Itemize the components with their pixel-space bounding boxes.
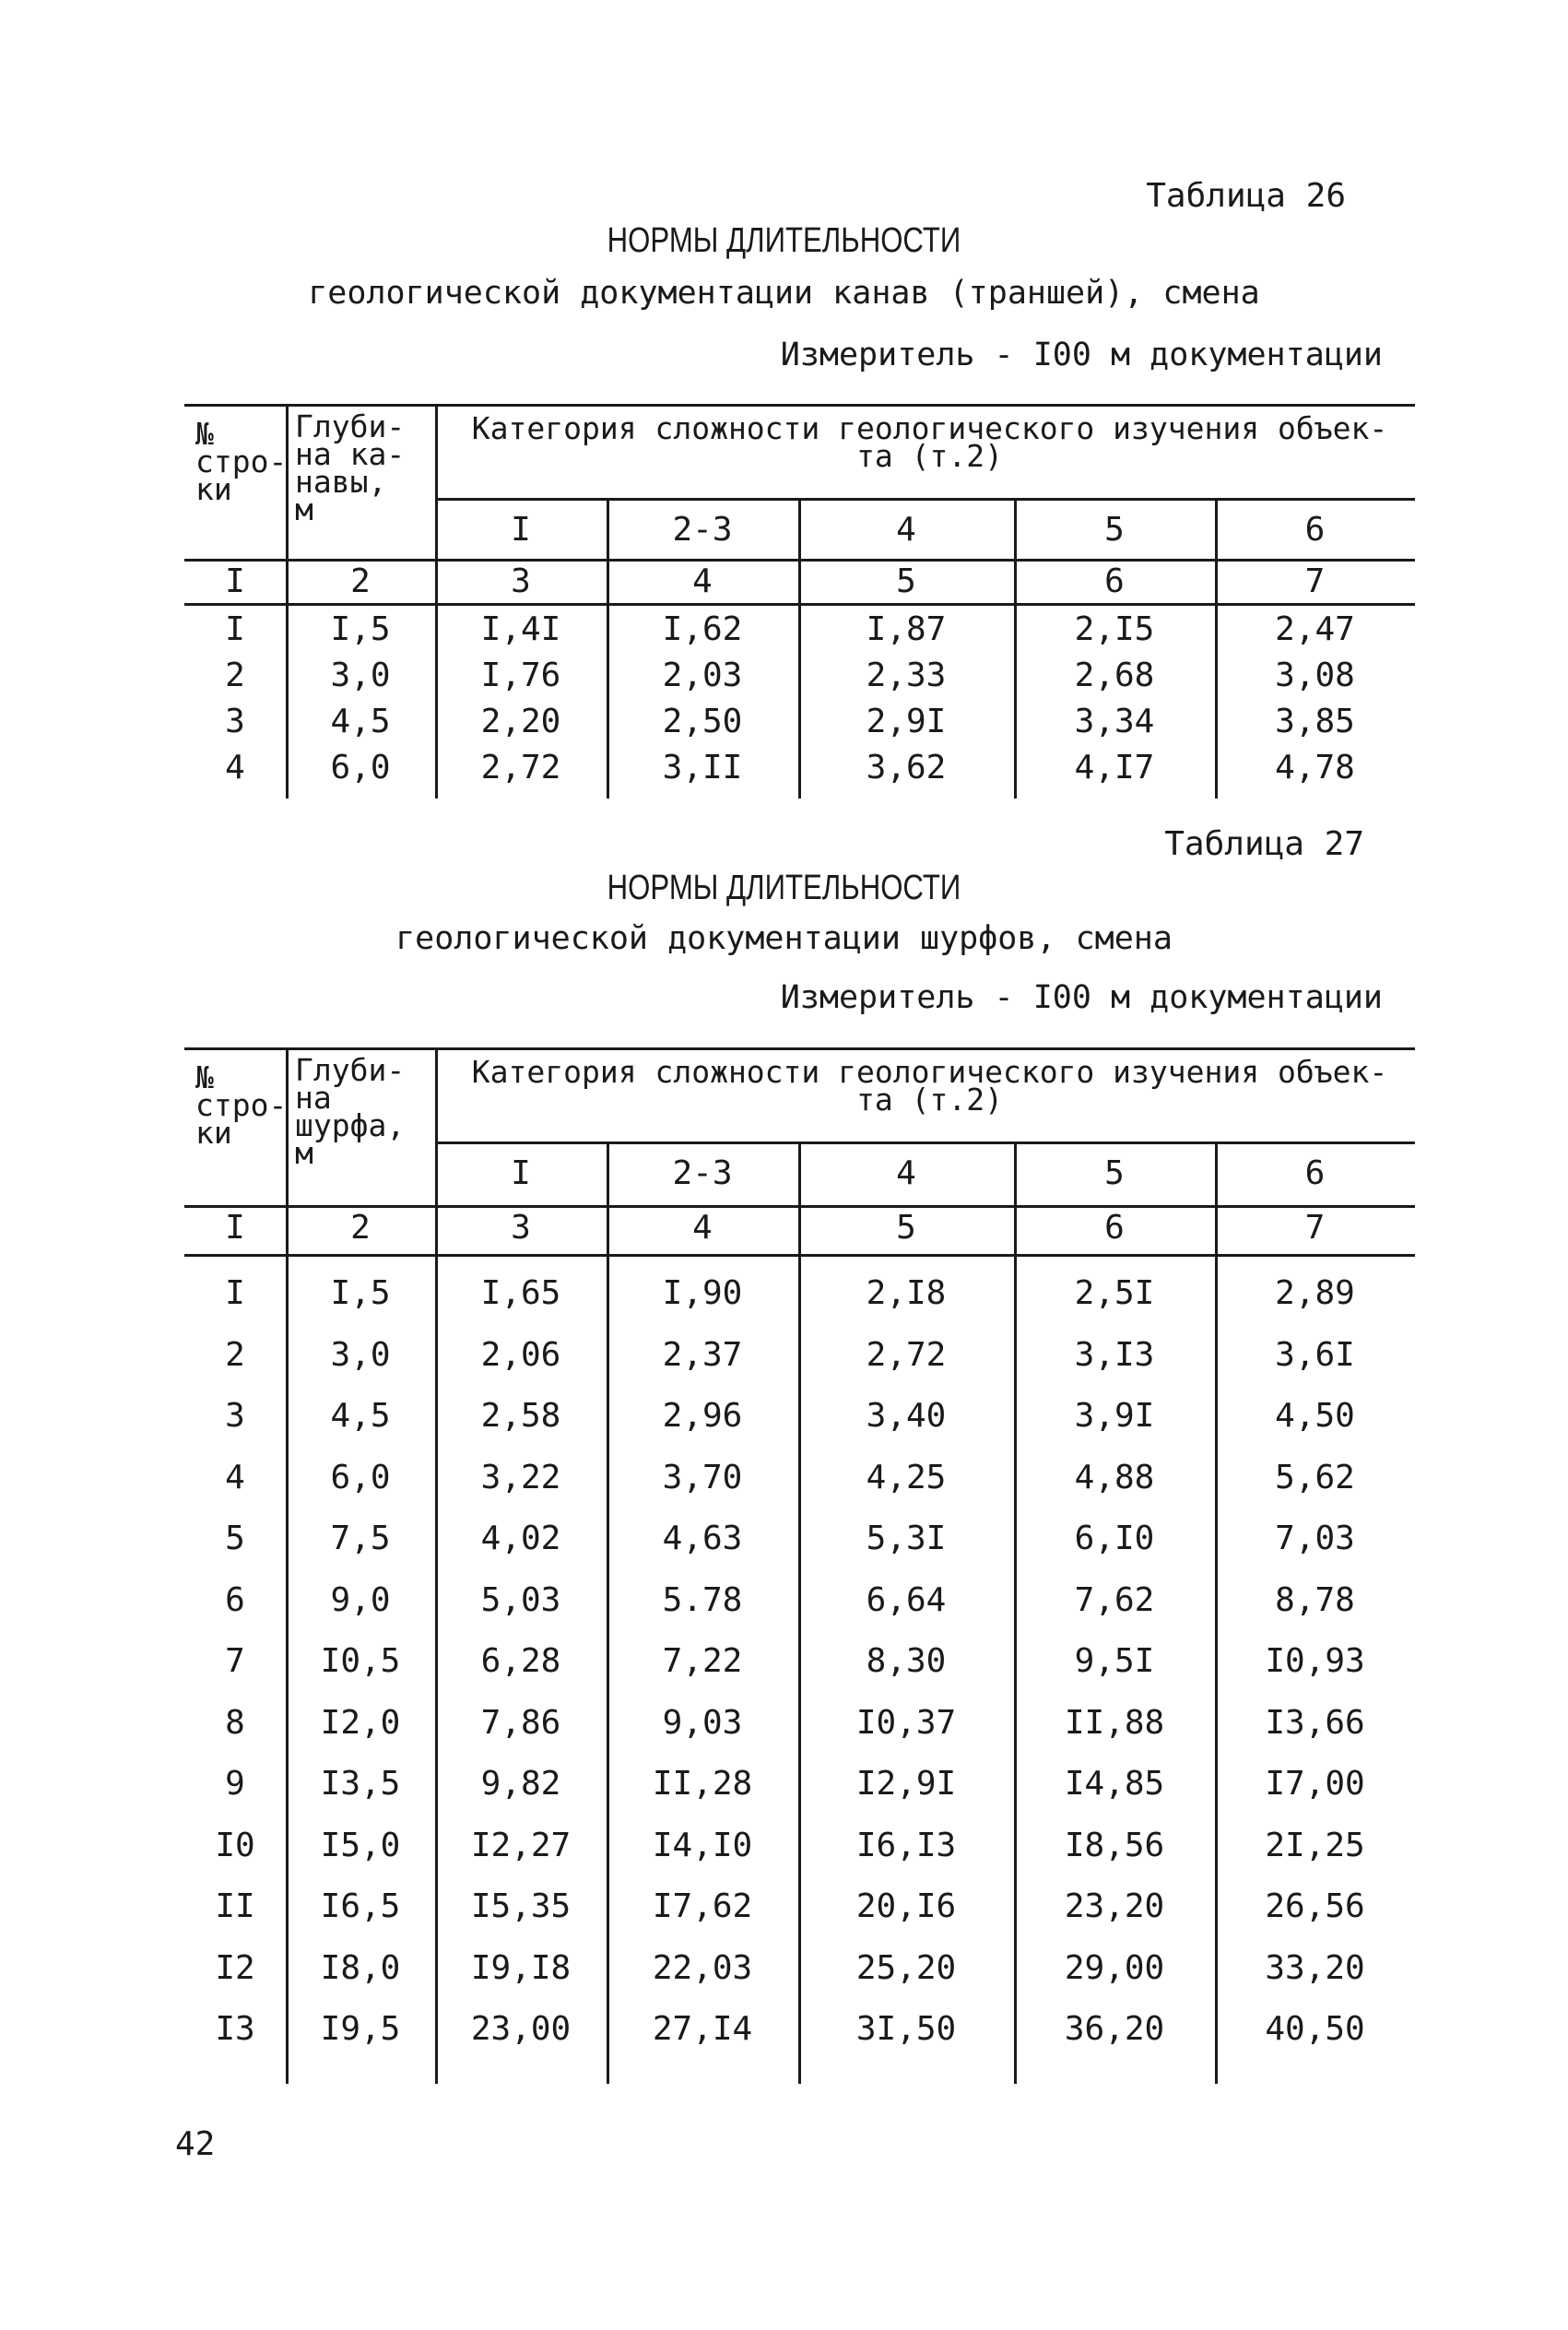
table-cell: 2,33: [866, 656, 947, 694]
table-cell: 5,3I: [866, 1520, 947, 1557]
table-cell: 4,63: [662, 1520, 743, 1557]
column-number: 2: [350, 562, 371, 600]
table-cell: 2,20: [480, 703, 561, 740]
table-cell: 2,06: [480, 1335, 561, 1374]
table-cell: I8,0: [320, 1948, 401, 1987]
table-cell: I,5: [330, 1274, 391, 1312]
category-rule: [435, 1141, 1415, 1144]
column-number: 4: [692, 1209, 713, 1247]
table-cell: II,88: [1064, 1703, 1165, 1742]
table-cell: 23,20: [1064, 1887, 1165, 1925]
column-number: 4: [692, 562, 713, 600]
table-cell: I9,I8: [470, 1948, 572, 1987]
table-cell: 3,85: [1275, 703, 1355, 740]
table-cell: 4: [225, 749, 245, 787]
category-rule: [435, 498, 1415, 501]
table-cell: 9,03: [662, 1703, 743, 1742]
table-cell: 4,78: [1275, 749, 1355, 787]
table-cell: I,5: [330, 610, 391, 648]
table-cell: I: [225, 1274, 245, 1312]
table-cell: 6,0: [330, 749, 391, 787]
table-top-rule: [184, 404, 1415, 407]
header-depth: Глуби- на шурфа, м: [295, 1052, 406, 1171]
table-cell: 2: [225, 656, 245, 694]
table-cell: 3,6I: [1275, 1335, 1355, 1374]
header-category: Категория сложности геологического изучения объек- та (т.2): [471, 1054, 1388, 1118]
header-category-2: 2-3: [672, 1154, 733, 1192]
column-number: 7: [1304, 1209, 1326, 1247]
page-number: 42: [175, 2125, 216, 2163]
table-cell: 8,30: [866, 1642, 947, 1680]
table-cell: 29,00: [1064, 1948, 1165, 1987]
column-rule: [435, 1047, 438, 2084]
column-number: 3: [511, 1209, 531, 1247]
table-cell: 2,89: [1275, 1274, 1355, 1312]
table-cell: I6,I3: [855, 1826, 957, 1864]
table-cell: I,76: [480, 656, 561, 694]
table-cell: 2,68: [1074, 656, 1155, 694]
table-cell: II: [215, 1887, 255, 1925]
table-cell: 23,00: [470, 2010, 572, 2048]
table-cell: 4,50: [1275, 1397, 1355, 1435]
table-cell: I2,27: [470, 1826, 572, 1864]
table-cell: 2,72: [480, 749, 561, 787]
table-cell: 8: [225, 1703, 245, 1742]
header-category: Категория сложности геологического изучения объек- та (т.2): [471, 410, 1388, 474]
column-number: 5: [896, 562, 916, 600]
table-cell: I0,37: [855, 1703, 957, 1742]
table-cell: 2,5I: [1074, 1274, 1155, 1312]
column-number: 2: [350, 1209, 371, 1247]
table-cell: I9,5: [320, 2010, 401, 2048]
table-cell: 4,I7: [1074, 749, 1155, 787]
table-cell: 3,70: [662, 1458, 743, 1496]
table-cell: I3,5: [320, 1765, 401, 1803]
table-cell: 4: [225, 1458, 245, 1496]
table-cell: 7: [225, 1642, 245, 1680]
table-cell: 2,72: [866, 1335, 947, 1374]
column-number: 7: [1304, 562, 1326, 600]
table-cell: I0,5: [320, 1642, 401, 1680]
table-cell: 2I,25: [1265, 1826, 1365, 1864]
header-category-1: I: [511, 511, 531, 549]
table-cell: 2,37: [662, 1335, 743, 1374]
table-cell: 3,34: [1074, 703, 1155, 740]
header-category-5: 6: [1304, 1154, 1326, 1192]
table-cell: I4,85: [1064, 1765, 1165, 1803]
table-cell: 7,22: [662, 1642, 743, 1680]
header-depth: Глуби- на ка- навы, м: [295, 408, 406, 527]
table-cell: 4,5: [330, 1397, 391, 1435]
table-cell: 7,62: [1074, 1580, 1155, 1619]
table-cell: 2,03: [662, 656, 743, 694]
table-cell: 2,I5: [1074, 610, 1155, 648]
table-cell: I2,9I: [855, 1765, 957, 1803]
table-cell: 3,22: [480, 1458, 561, 1496]
table-cell: 5: [225, 1520, 245, 1557]
table-cell: 25,20: [855, 1948, 957, 1987]
table-cell: 3,9I: [1074, 1397, 1155, 1435]
header-row-number: № стро- ки: [195, 416, 288, 507]
table-cell: I5,35: [470, 1887, 572, 1925]
table-cell: I5,0: [320, 1826, 401, 1864]
table-cell: I,90: [662, 1274, 743, 1312]
header-category-4: 5: [1104, 1154, 1125, 1192]
table26-subtitle: геологической документации канав (траншей), смена: [308, 275, 1260, 312]
column-number: I: [225, 1209, 245, 1247]
table-cell: I,62: [662, 610, 743, 648]
column-number: I: [225, 562, 245, 600]
table26-title: НОРМЫ ДЛИТЕЛЬНОСТИ: [607, 221, 961, 260]
table-cell: 2,96: [662, 1397, 743, 1435]
table27-title: НОРМЫ ДЛИТЕЛЬНОСТИ: [607, 869, 961, 907]
table-cell: 40,50: [1265, 2010, 1365, 2048]
header-category-5: 6: [1304, 511, 1326, 549]
table-cell: 5,03: [480, 1580, 561, 1619]
table-cell: 9,0: [330, 1580, 391, 1619]
table-cell: 3: [225, 703, 245, 740]
header-category-3: 4: [896, 511, 916, 549]
table-cell: I: [225, 610, 245, 648]
table-cell: I4,I0: [652, 1826, 753, 1864]
column-number: 5: [896, 1209, 916, 1247]
table-cell: 7,5: [330, 1520, 391, 1557]
table-cell: I3: [215, 2010, 255, 2048]
table-cell: 3,0: [330, 656, 391, 694]
header-category-1: I: [511, 1154, 531, 1192]
table-cell: 3,II: [662, 749, 743, 787]
column-number: 3: [511, 562, 531, 600]
table-cell: 20,I6: [855, 1887, 957, 1925]
table-cell: 4,5: [330, 703, 391, 740]
table-cell: I0: [215, 1826, 255, 1864]
table-cell: 36,20: [1064, 2010, 1165, 2048]
table-cell: I2,0: [320, 1703, 401, 1742]
table-cell: 2,47: [1275, 610, 1355, 648]
table-cell: 9,5I: [1074, 1642, 1155, 1680]
table27-label: Таблица 27: [1164, 825, 1364, 863]
table-cell: II,28: [652, 1765, 753, 1803]
table-cell: 3,62: [866, 749, 947, 787]
table27-unit: Измеритель - I00 м документации: [780, 979, 1383, 1016]
table26-label: Таблица 26: [1146, 177, 1346, 215]
table-cell: 6,I0: [1074, 1520, 1155, 1557]
table-cell: 5,62: [1275, 1458, 1355, 1496]
table-cell: 6,64: [866, 1580, 947, 1619]
table-top-rule: [184, 1047, 1415, 1050]
column-number: 6: [1104, 1209, 1125, 1247]
table-cell: 2,I8: [866, 1274, 947, 1312]
table-cell: I3,66: [1265, 1703, 1365, 1742]
table27-subtitle: геологической документации шурфов, смена: [395, 920, 1173, 957]
table-cell: 22,03: [652, 1948, 753, 1987]
header-category-3: 4: [896, 1154, 916, 1192]
table-cell: 3I,50: [855, 2010, 957, 2048]
table-cell: 4,25: [866, 1458, 947, 1496]
table-cell: 3,08: [1275, 656, 1355, 694]
table-cell: I,4I: [480, 610, 561, 648]
table-cell: 8,78: [1275, 1580, 1355, 1619]
table-cell: I8,56: [1064, 1826, 1165, 1864]
header-row-number: № стро- ки: [195, 1059, 288, 1151]
table-cell: 33,20: [1265, 1948, 1365, 1987]
table-cell: 4,88: [1074, 1458, 1155, 1496]
table-cell: 3,40: [866, 1397, 947, 1435]
table-cell: 3,0: [330, 1335, 391, 1374]
table-cell: 9: [225, 1765, 245, 1803]
table26-unit: Измеритель - I00 м документации: [780, 337, 1383, 373]
table-cell: 2: [225, 1335, 245, 1374]
table-cell: 2,58: [480, 1397, 561, 1435]
table-cell: 6: [225, 1580, 245, 1619]
table-cell: 7,86: [480, 1703, 561, 1742]
table-cell: 2,50: [662, 703, 743, 740]
table-cell: I7,00: [1265, 1765, 1365, 1803]
table-cell: 26,56: [1265, 1887, 1365, 1925]
header-category-2: 2-3: [672, 511, 733, 549]
header-category-4: 5: [1104, 511, 1125, 549]
table-cell: 27,I4: [652, 2010, 753, 2048]
table-cell: 9,82: [480, 1765, 561, 1803]
table-cell: 2,9I: [866, 703, 947, 740]
table-cell: I6,5: [320, 1887, 401, 1925]
table-cell: 3,I3: [1074, 1335, 1155, 1374]
table-cell: 3: [225, 1397, 245, 1435]
table-cell: I7,62: [652, 1887, 753, 1925]
column-rule: [286, 1047, 289, 2084]
table-cell: 6,28: [480, 1642, 561, 1680]
table-cell: 7,03: [1275, 1520, 1355, 1557]
table-cell: I0,93: [1265, 1642, 1365, 1680]
table-cell: 5.78: [662, 1580, 743, 1619]
table-cell: 6,0: [330, 1458, 391, 1496]
table-cell: I2: [215, 1948, 255, 1987]
table-cell: I,65: [480, 1274, 561, 1312]
table-cell: I,87: [866, 610, 947, 648]
table-cell: 4,02: [480, 1520, 561, 1557]
column-number: 6: [1104, 562, 1125, 600]
